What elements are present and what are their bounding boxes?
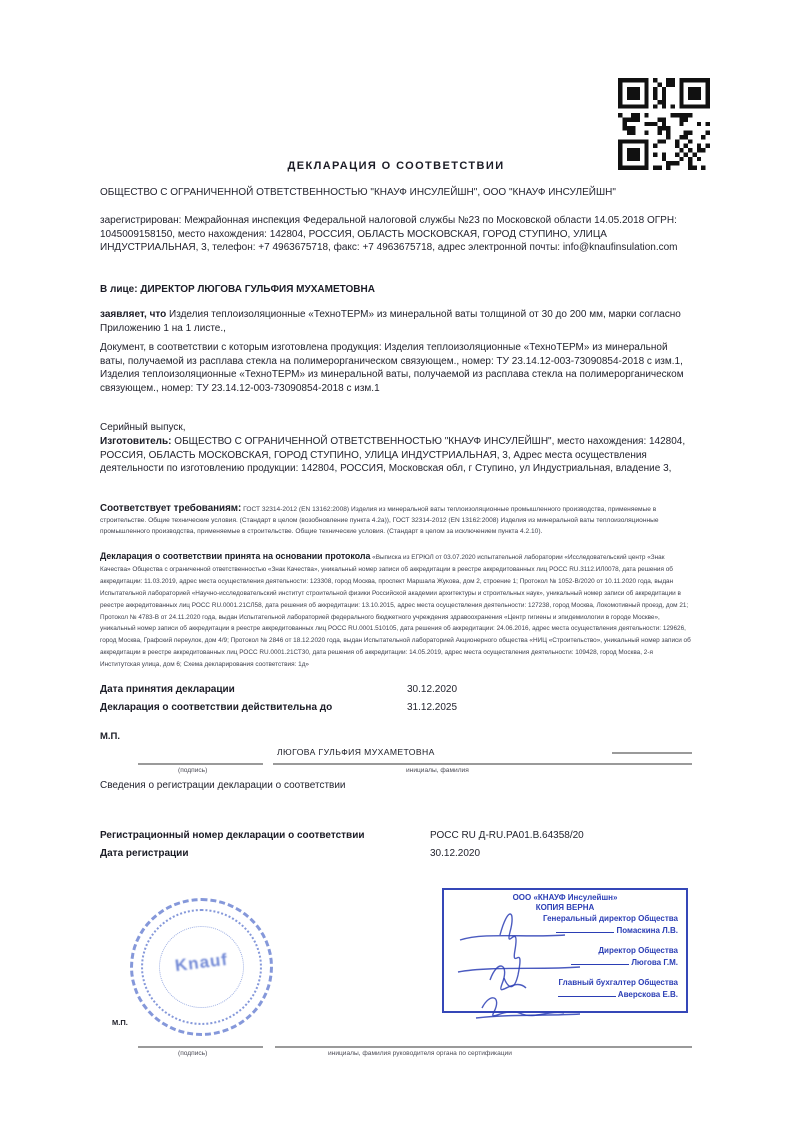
conforms-paragraph — [100, 504, 692, 537]
bottom-line-left — [138, 1046, 263, 1048]
valid-until-label: Декларация о соответствии действительна до — [100, 702, 333, 713]
manufacturer-text: ОБЩЕСТВО С ОГРАНИЧЕННОЙ ОТВЕТСТВЕННОСТЬЮ "КНАУФ ИНСУЛЕЙШН", место нахождения: 142804, РОССИЯ, ОБЛАСТЬ МОСКОВСКАЯ, ГОРОД СТУПИНО, УЛИЦА ИНДУСТРИАЛЬНАЯ, 3, Адрес места осуществления деятельности по изготовлению продукции: 142804, РОССИЯ, Московская обл, г Ступино, ул Индустриальная, владение 3, — [100, 436, 686, 474]
adopted-basis-text: «Выписка из ЕГРЮЛ от 03.07.2020 испытательной лаборатории «Исследовательский центр «Знак Качества» Общества с ограниченной ответственностью «Знак Качества», уникальный номер записи об аккредитации в реестре аккредитованных лиц РОСС RU.3112.ИЛ0078, дата решения об аккредитации: 11.03.2019, адрес места осуществления деятельности: 123308, город Москва, проспект Маршала Жукова, дом 2, строение 1; Протокол № 1052-В/2020 от 10.11.2020 года, выдан Испытательной лабораторией «Научно-исследовательский институт строительной физики Российской академии архитектуры и строительных наук», уникальный номер записи об аккредитации в реестре аккредитованных лиц РОСС RU.0001.21СЛ58, дата решения об аккредитации: 13.10.2015, адрес места осуществления деятельности: 127238, город Москва, Локомотивный проезд, дом 21; Протокол № 4783-В от 24.11.2020 года, выдан Испытательной лабораторией федерального бюджетного учреждения здравоохранения «Центр гигиены и эпидемиологии в городе Москве», уникальный номер записи об аккредитации в реестре аккредитованных лиц РОСС RU.0001.510105, дата решения об аккредитации: 24.06.2016, адрес места осуществления деятельности: 129626, город Москва, Графский переулок, дом 4/9; Протокол № 2846 от 18.12.2020 года, выдан Испытательной лабораторией Акционерного общества «НИЦ «Строительство», уникальный номер записи об аккредитации в реестре аккредитованных лиц РОСС RU.0001.21СТ30, дата решения об аккредитации: 14.05.2019, адрес места осуществления деятельности: 109428, город Москва, 2-я Институтская улица, дом 6; Схема декларирования соответствия: 1д» — [100, 554, 691, 669]
conforms-text: ГОСТ 32314-2012 (EN 13162:2008) Изделия из минеральной ваты теплоизоляционные промышленного производства, применяемые в строительстве. Общие технические условия. (Стандарт в целом (возобновление пункта 4.2а)), ГОСТ 32314-2012 (EN 13162:2008) Изделия из минеральной ваты теплоизоляционные промышленного производства, применяемые в строительстве. Общие технические условия. (Стандарт в целом за исключением пункта 4.2.10). — [100, 506, 659, 535]
page-title: ДЕКЛАРАЦИЯ О СООТВЕТСТВИИ — [287, 160, 505, 172]
seal-place-mark-2: М.П. — [112, 1018, 128, 1027]
manufacturer-paragraph — [100, 435, 692, 476]
valid-until-value: 31.12.2025 — [407, 702, 458, 713]
bottom-caption-right: инициалы, фамилия руководителя органа по сертификации — [328, 1050, 512, 1057]
registration-info-paragraph: зарегистрирован: Межрайонная инспекция Федеральной налоговой службы №23 по Московской области 14.05.2018 ОГРН: 1045009158150, место нахождения: 142804, РОССИЯ, ОБЛАСТЬ МОСКОВСКАЯ, ГОРОД СТУПИНО, УЛИЦА ИНДУСТРИАЛЬНАЯ, 3, телефон: +7 4963675718, факс: +7 4963675718, адрес электронной почты: info@knaufinsulation.com — [100, 215, 678, 253]
qr-code-icon — [617, 78, 711, 170]
copy-certification-stamp — [442, 888, 688, 1013]
reg-date-value: 30.12.2020 — [430, 848, 481, 859]
stamp-signer-role: Главный бухгалтер Общества — [558, 978, 678, 987]
reg-number-value: РОСС RU Д-RU.РА01.В.64358/20 — [430, 830, 584, 841]
signature-line-artifact — [612, 752, 692, 754]
stamp-signer-name: Аверскова Е.В. — [558, 990, 678, 999]
bottom-line-right — [275, 1046, 692, 1048]
stamp-org-name: ООО «КНАУФ Инсулейшн» — [512, 893, 618, 902]
basis-document-paragraph: Документ, в соответствии с которым изготовлена продукция: Изделия теплоизоляционные «ТехноТЕРМ» из минеральной ваты, получаемой из расплава стекла на полимерорганическом связующем., номер: ТУ 23.14.12-003-73090854-2018 с изм.1, Изделия теплоизоляционные «ТехноТЕРМ» из минеральной ваты, получаемой из расплава стекла на полимерорганическом связующем., номер: ТУ 23.14.12-003-73090854-2018 с изм.1 — [100, 342, 684, 394]
stamp-logo-text: Knauf — [173, 949, 229, 976]
applicant-paragraph: ОБЩЕСТВО С ОГРАНИЧЕННОЙ ОТВЕТСТВЕННОСТЬЮ "КНАУФ ИНСУЛЕЙШН", ООО "КНАУФ ИНСУЛЕЙШН" — [100, 187, 616, 198]
in-person-value: ДИРЕКТОР ЛЮГОВА ГУЛЬФИЯ МУХАМЕТОВНА — [137, 284, 375, 295]
stamp-signer-role: Директор Общества — [598, 946, 678, 955]
signature-name: ЛЮГОВА ГУЛЬФИЯ МУХАМЕТОВНА — [277, 747, 435, 757]
seal-place-mark: М.П. — [100, 731, 121, 742]
bottom-caption-left: (подпись) — [178, 1050, 208, 1057]
registration-section-heading: Сведения о регистрации декларации о соответствии — [100, 780, 346, 791]
declares-text: Изделия теплоизоляционные «ТехноТЕРМ» из минеральной ваты толщиной от 30 до 200 мм, марки согласно Приложению 1 на 1 листе., — [100, 309, 681, 334]
date-adopted-label: Дата принятия декларации — [100, 684, 235, 695]
serial-line: Серийный выпуск, — [100, 422, 186, 433]
signature-line-left — [138, 763, 263, 765]
stamp-copy-mark: КОПИЯ ВЕРНА — [535, 903, 595, 912]
adopted-basis-label: Декларация о соответствии принята на основании протокола — [100, 551, 371, 561]
in-person-label: В лице: — [100, 284, 138, 295]
reg-date-label: Дата регистрации — [100, 848, 189, 859]
stamp-signer-name: Люгова Г.М. — [571, 958, 678, 967]
in-person-line — [100, 283, 692, 297]
date-adopted-value: 30.12.2020 — [407, 684, 458, 695]
stamp-sign-line — [556, 932, 614, 933]
conforms-label: Соответствует требованиям: — [100, 503, 242, 514]
adopted-basis-paragraph — [100, 551, 692, 671]
round-company-stamp — [130, 898, 273, 1036]
signature-caption-left: (подпись) — [178, 767, 208, 774]
manufacturer-label: Изготовитель: — [100, 436, 172, 447]
declares-label: заявляет, что — [100, 309, 167, 320]
stamp-sign-line — [558, 996, 616, 997]
signature-caption-right: инициалы, фамилия — [406, 767, 469, 774]
stamp-sign-line — [571, 964, 629, 965]
stamp-signer-role: Генеральный директор Общества — [542, 914, 678, 923]
reg-number-label: Регистрационный номер декларации о соответствии — [100, 830, 365, 841]
stamp-signer-name: Помаскина Л.В. — [556, 926, 678, 935]
declares-paragraph — [100, 308, 692, 335]
signature-line-right — [273, 763, 692, 765]
